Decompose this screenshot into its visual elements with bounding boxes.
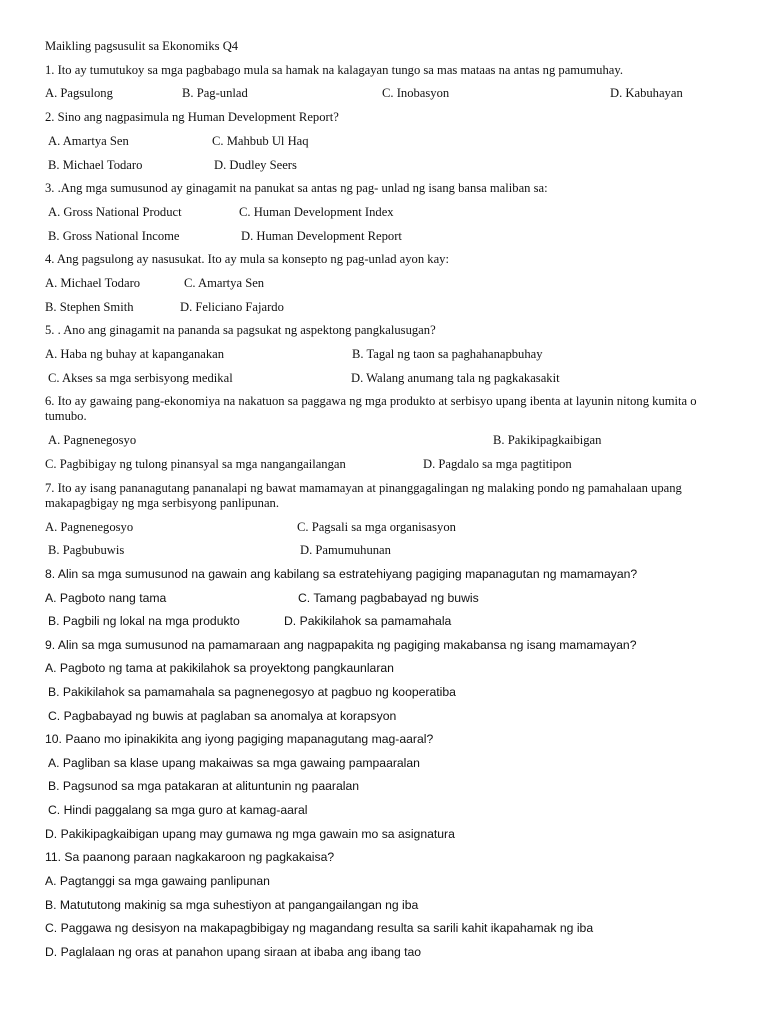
question-8: 8. Alin sa mga sumusunod na gawain ang kabilang sa estratehiyang pagiging mapanagutan ng mamamayan? xyxy=(45,567,638,581)
question-5: 5. . Ano ang ginagamit na pananda sa pagsukat ng aspektong pangkalusugan? xyxy=(45,323,436,337)
q4-option-d: D. Feliciano Fajardo xyxy=(180,300,284,314)
q8-option-a: A. Pagboto nang tama xyxy=(45,591,167,605)
q5-option-c: C. Akses sa mga serbisyong medikal xyxy=(48,371,233,385)
q2-option-a: A. Amartya Sen xyxy=(48,134,129,148)
question-6: 6. Ito ay gawaing pang-ekonomiya na nakatuon sa paggawa ng mga produkto at serbisyo upang ibenta at layunin nitong kumita o tumubo. xyxy=(45,394,697,423)
q10-option-a: A. Pagliban sa klase upang makaiwas sa mga gawaing pampaaralan xyxy=(48,756,420,770)
q6-option-d: D. Pagdalo sa mga pagtitipon xyxy=(423,457,572,471)
q6-option-b: B. Pakikipagkaibigan xyxy=(493,433,602,447)
q9-option-a: A. Pagboto ng tama at pakikilahok sa proyektong pangkaunlaran xyxy=(45,661,394,675)
q11-option-a: A. Pagtanggi sa mga gawaing panlipunan xyxy=(45,874,270,888)
q4-option-a: A. Michael Todaro xyxy=(45,276,141,290)
q5-option-a: A. Haba ng buhay at kapanganakan xyxy=(45,347,225,361)
question-11: 11. Sa paanong paraan nagkakaroon ng pagkakaisa? xyxy=(45,850,335,864)
q2-option-b: B. Michael Todaro xyxy=(48,158,143,172)
question-4: 4. Ang pagsulong ay nasusukat. Ito ay mula sa konsepto ng pag-unlad ayon kay: xyxy=(45,252,449,266)
q2-option-d: D. Dudley Seers xyxy=(214,158,297,172)
q5-option-d: D. Walang anumang tala ng pagkakasakit xyxy=(351,371,560,385)
question-2: 2. Sino ang nagpasimula ng Human Development Report? xyxy=(45,110,339,124)
q7-option-c: C. Pagsali sa mga organisasyon xyxy=(297,520,456,534)
q6-option-c: C. Pagbibigay ng tulong pinansyal sa mga nangangailangan xyxy=(45,457,346,471)
q1-option-c: C. Inobasyon xyxy=(382,86,450,100)
q7-option-d: D. Pamumuhunan xyxy=(300,543,391,557)
q11-option-d: D. Paglalaan ng oras at panahon upang siraan at ibaba ang ibang tao xyxy=(45,945,422,959)
question-7: 7. Ito ay isang pananagutang pananalapi ng bawat mamamayan at pinanggagalingan ng malaking pondo ng pamahalaan upang makapagbigay ng mga serbisyong panlipunan. xyxy=(45,481,682,510)
q10-option-c: C. Hindi paggalang sa mga guro at kamag-aaral xyxy=(48,803,308,817)
q2-option-c: C. Mahbub Ul Haq xyxy=(212,134,309,148)
q11-option-b: B. Matututong makinig sa mga suhestiyon at pangangailangan ng iba xyxy=(45,898,419,912)
q6-option-a: A. Pagnenegosyo xyxy=(48,433,137,447)
q8-option-c: C. Tamang pagbabayad ng buwis xyxy=(298,591,479,605)
q1-option-b: B. Pag-unlad xyxy=(182,86,248,100)
q7-option-b: B. Pagbubuwis xyxy=(48,543,125,557)
q3-option-d: D. Human Development Report xyxy=(241,229,402,243)
q7-option-a: A. Pagnenegosyo xyxy=(45,520,134,534)
q1-option-d: D. Kabuhayan xyxy=(610,86,683,100)
q1-option-a: A. Pagsulong xyxy=(45,86,113,100)
question-1: 1. Ito ay tumutukoy sa mga pagbabago mula sa hamak na kalagayan tungo sa mas mataas na antas ng pamumuhay. xyxy=(45,63,623,77)
q8-option-d: D. Pakikilahok sa pamamahala xyxy=(284,614,452,628)
q9-option-b: B. Pakikilahok sa pamamahala sa pagnenegosyo at pagbuo ng kooperatiba xyxy=(48,685,456,699)
question-9: 9. Alin sa mga sumusunod na pamamaraan ang nagpapakita ng pagiging makabansa ng isang mamamayan? xyxy=(45,638,637,652)
question-10: 10. Paano mo ipinakikita ang iyong pagiging mapanagutang mag-aaral? xyxy=(45,732,434,746)
q3-option-c: C. Human Development Index xyxy=(239,205,394,219)
q10-option-d: D. Pakikipagkaibigan upang may gumawa ng mga gawain mo sa asignatura xyxy=(45,827,455,841)
q11-option-c: C. Paggawa ng desisyon na makapagbibigay ng magandang resulta sa sarili kahit ikapahamak ng iba xyxy=(45,921,594,935)
q5-option-b: B. Tagal ng taon sa paghahanapbuhay xyxy=(352,347,543,361)
q10-option-b: B. Pagsunod sa mga patakaran at alituntunin ng paaralan xyxy=(48,779,360,793)
q4-option-c: C. Amartya Sen xyxy=(184,276,265,290)
q3-option-a: A. Gross National Product xyxy=(48,205,182,219)
q4-option-b: B. Stephen Smith xyxy=(45,300,134,314)
q3-option-b: B. Gross National Income xyxy=(48,229,180,243)
q9-option-c: C. Pagbabayad ng buwis at paglaban sa anomalya at korapsyon xyxy=(48,709,397,723)
question-3: 3. .Ang mga sumusunod ay ginagamit na panukat sa antas ng pag- unlad ng isang bansa maliban sa: xyxy=(45,181,548,195)
page-title: Maikling pagsusulit sa Ekonomiks Q4 xyxy=(45,39,239,53)
q8-option-b: B. Pagbili ng lokal na mga produkto xyxy=(48,614,240,628)
